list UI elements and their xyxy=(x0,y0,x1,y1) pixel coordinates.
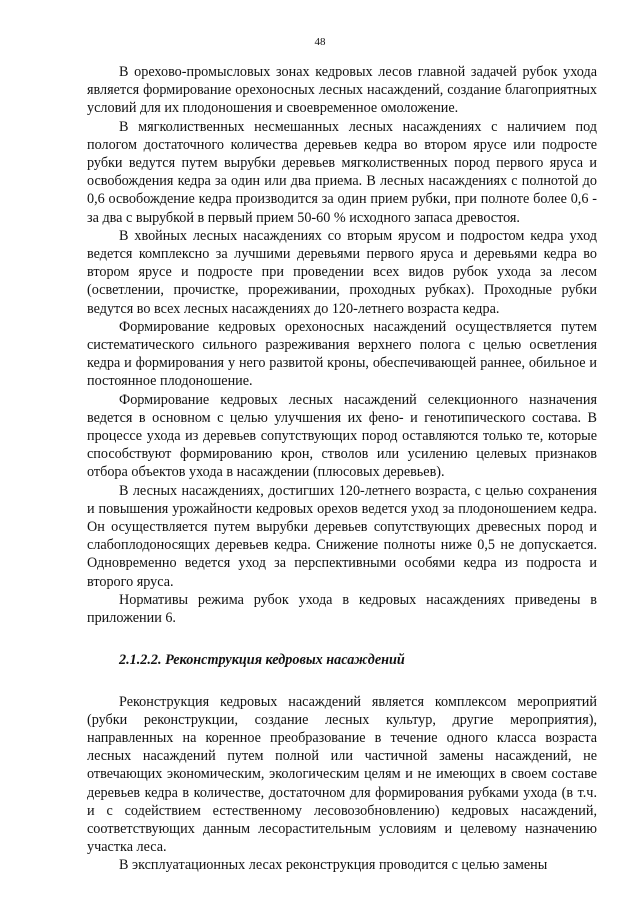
paragraph: В хвойных лесных насаждениях со вторым ярусом и подростом кедра уход ведется комплексно за лучшими деревьями первого яруса и деревьями кедра во втором ярусе и подросте при проведении всех видов рубок ухода за лесом (осветлении, прочистке, прореживании, проходных рубках). Проходные рубки ведутся во всех лесных насаждениях до 120-летнего возраста кедра. xyxy=(87,227,597,317)
paragraph: Реконструкция кедровых насаждений является комплексом мероприятий (рубки реконструкции, создание лесных культур, другие мероприятия), направленных на коренное преобразование в течение одного класса возраста лесных насаждений путем полной или частичной замены насаждений, не отвечающих экономическим, экологическим целям и не имеющих в своем составе деревьев кедра в количестве, достаточном для формирования рубками ухода (в т.ч. и с содействием естественному лесовозобновлению) кедровых насаждений, соответствующих данным лесорастительным условиям и целевому назначению участка леса. xyxy=(87,693,597,856)
paragraph: В орехово-промысловых зонах кедровых лесов главной задачей рубок ухода является формирование орехоносных лесных насаждений, создание благоприятных условий для их плодоношения и своевременное омоложение. xyxy=(87,64,597,117)
section-heading: 2.1.2.2. Реконструкция кедровых насаждений xyxy=(119,652,405,669)
paragraph: Формирование кедровых лесных насаждений селекционного назначения ведется в основном с целью улучшения их фено- и генотипического состава. В процессе ухода из деревьев сопутствующих пород оставляются только те, которые способствуют формированию крон, стволов или усилению целевых признаков отбора объектов ухода в насаждении (плюсовых деревьев). xyxy=(87,391,597,481)
paragraph: В эксплуатационных лесах реконструкция проводится с целью замены xyxy=(119,857,548,874)
paragraph: Нормативы режима рубок ухода в кедровых насаждениях приведены в приложении 6. xyxy=(87,591,597,627)
page-body xyxy=(87,63,597,875)
paragraph: Формирование кедровых орехоносных насаждений осуществляется путем систематического сильного разреживания верхнего полога с целью осветления кедра и формирования у него развитой кроны, обеспечивающей раннее, обильное и постоянное плодоношение. xyxy=(87,318,597,390)
page-number: 48 xyxy=(314,36,326,48)
paragraph: В мягколиственных несмешанных лесных насаждениях с наличием под пологом достаточного количества деревьев кедра во втором ярусе или подросте рубки ведутся путем вырубки деревьев мягколиственных пород первого яруса и освобождения кедра за один или два приема. В лесных насаждениях с полнотой до 0,6 освобождение кедра производится за один прием рубки, при полноте более 0,6 - за два с вырубкой в первый прием 50-60 % исходного запаса древостоя. xyxy=(87,118,597,226)
paragraph: В лесных насаждениях, достигших 120-летнего возраста, с целью сохранения и повышения урожайности кедровых орехов ведется уход за плодоношением кедра. Он осуществляется путем вырубки деревьев сопутствующих древесных пород и слабоплодоносящих деревьев кедра. Снижение полноты ниже 0,5 не допускается. Одновременно ведется уход за перспективными особями кедра из подроста и второго яруса. xyxy=(87,482,597,590)
